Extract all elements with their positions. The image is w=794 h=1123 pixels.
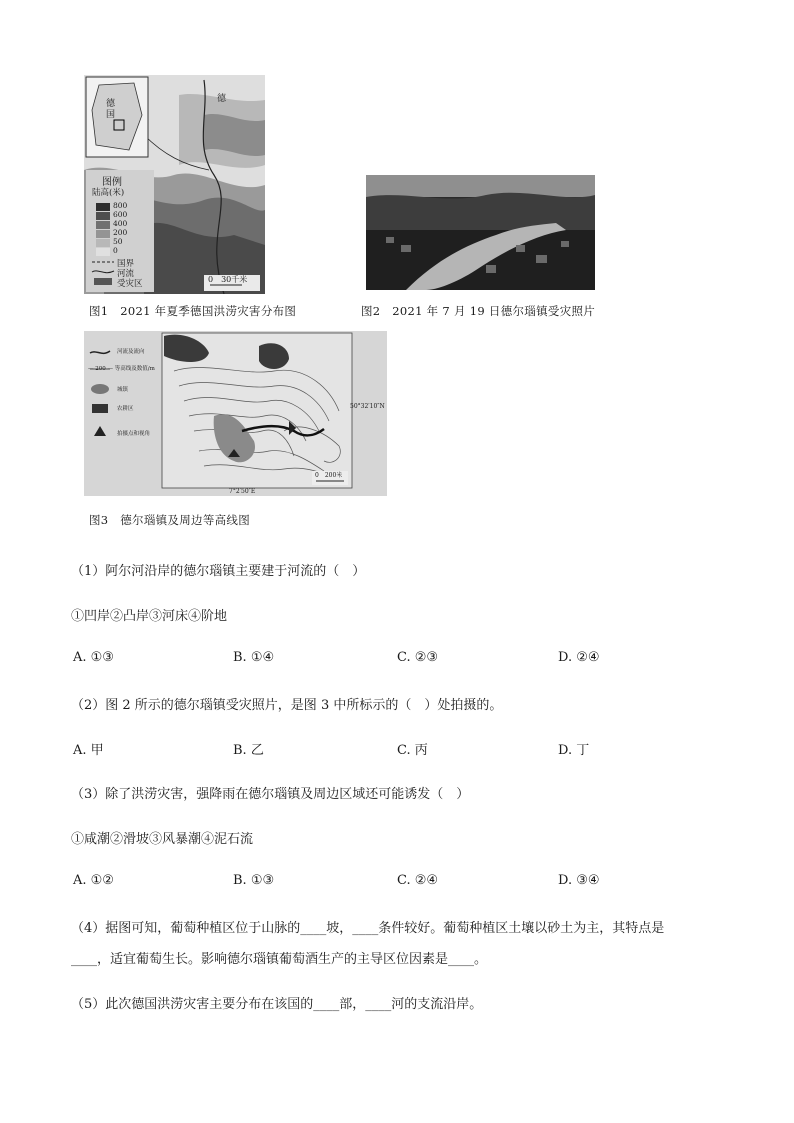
legend-level-600: 600 [113, 210, 128, 219]
question-3-statements: ①咸潮②滑坡③风暴潮④泥石流 [71, 832, 254, 847]
fig3-legend-photo-point: 拍摄点和视角 [117, 431, 151, 437]
question-1-option-a[interactable]: A. ①③ [73, 650, 114, 665]
question-1-option-b[interactable]: B. ①④ [233, 650, 275, 665]
legend-level-0: 0 [113, 246, 118, 255]
question-1-option-c[interactable]: C. ②③ [397, 650, 439, 665]
question-3-option-a[interactable]: A. ①② [73, 873, 114, 888]
flood-photo-graphic [366, 175, 595, 290]
figure-2-photo [366, 175, 595, 290]
legend-level-50: 50 [113, 237, 123, 246]
question-1-option-d[interactable]: D. ②④ [558, 650, 600, 665]
legend-level-400: 400 [113, 219, 128, 228]
question-2-option-b[interactable]: B. 乙 [233, 743, 264, 758]
fig3-legend-river: 河流及流向 [117, 349, 145, 355]
question-1-stem: （1）阿尔河沿岸的德尔瑙镇主要建于河流的（ ） [71, 564, 366, 579]
legend-title: 图例 [102, 177, 122, 188]
question-4-line-2: ____，适宜葡萄生长。影响德尔瑙镇葡萄酒生产的主导区位因素是____。 [71, 952, 488, 967]
map-scale: 0 30千米 [208, 275, 248, 284]
question-3-option-d[interactable]: D. ③④ [558, 873, 600, 888]
question-2-option-a[interactable]: A. 甲 [73, 743, 104, 758]
question-1-statements: ①凹岸②凸岸③河床④阶地 [71, 609, 228, 624]
legend-item-river: 河流 [117, 269, 135, 279]
legend-subtitle: 陆高(米) [92, 188, 125, 198]
fig3-scale: 0 200米 [315, 472, 343, 479]
question-2-option-c[interactable]: C. 丙 [397, 743, 428, 758]
question-2-option-d[interactable]: D. 丁 [558, 743, 590, 758]
figure-3-contour-map [84, 331, 387, 496]
question-3-stem: （3）除了洪涝灾害，强降雨在德尔瑙镇及周边区域还可能诱发（ ） [71, 787, 470, 802]
legend-item-disaster-area: 受灾区 [117, 279, 143, 289]
legend-item-border: 国界 [117, 259, 135, 269]
fig3-legend-contour: — 200 — 等高线及数值/m [88, 366, 155, 372]
question-4-line-1: （4）据图可知，葡萄种植区位于山脉的____坡，____条件较好。葡萄种植区土壤以砂土为主，其特点是 [71, 921, 665, 936]
figure-2-caption: 图2 2021 年 7 月 19 日德尔瑙镇受灾照片 [361, 304, 596, 318]
question-3-option-b[interactable]: B. ①③ [233, 873, 275, 888]
legend-level-800: 800 [113, 201, 128, 210]
figure-1-caption: 图1 2021 年夏季德国洪涝灾害分布图 [89, 304, 297, 318]
inset-country-label: 德国 [106, 99, 116, 120]
legend-level-200: 200 [113, 228, 128, 237]
fig3-latitude-label: 50°32′10″N [350, 403, 385, 410]
country-label: 德 [217, 94, 227, 104]
figure-3-caption: 图3 德尔瑙镇及周边等高线图 [89, 513, 251, 527]
question-2-stem: （2）图 2 所示的德尔瑙镇受灾照片，是图 3 中所标示的（ ）处拍摄的。 [71, 698, 503, 713]
question-5-line-1: （5）此次德国洪涝灾害主要分布在该国的____部，____河的支流沿岸。 [71, 997, 483, 1012]
question-3-option-c[interactable]: C. ②④ [397, 873, 439, 888]
fig3-longitude-label: 7°2′50″E [229, 488, 256, 495]
figure-1-map [84, 75, 265, 294]
fig3-legend-farmland: 农耕区 [117, 406, 134, 412]
fig3-legend-town: 城镇 [117, 387, 129, 393]
